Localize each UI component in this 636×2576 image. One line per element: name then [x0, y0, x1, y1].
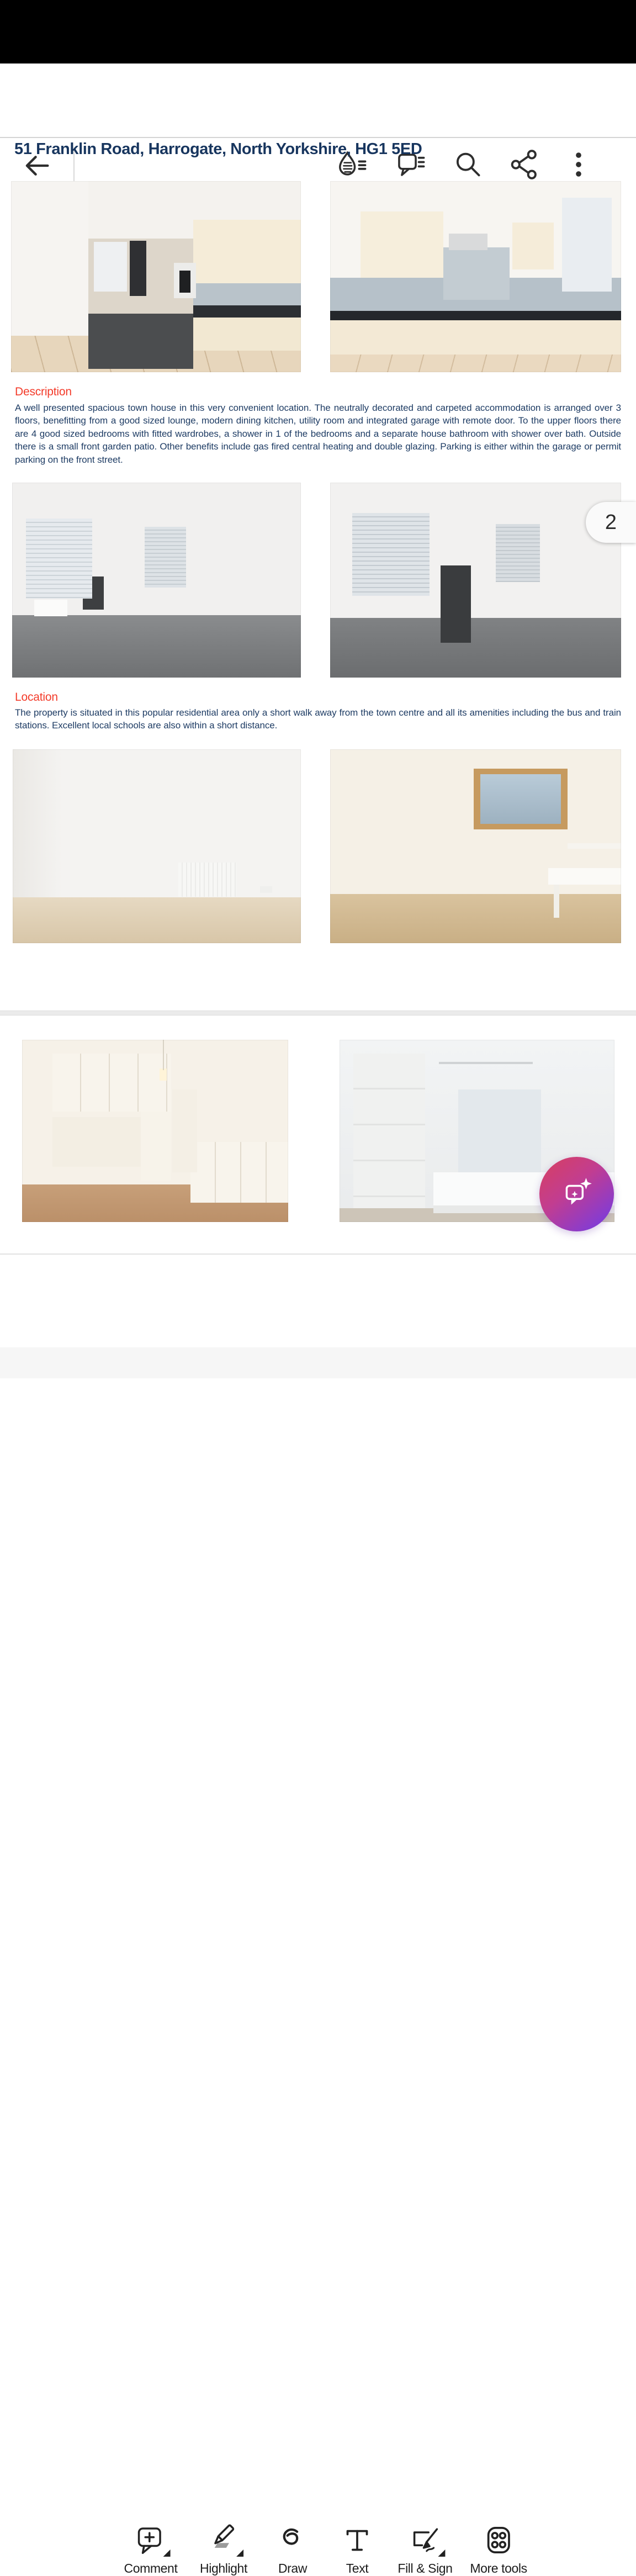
property-title: 51 Franklin Road, Harrogate, North Yorkshire, HG1 5ED — [14, 140, 422, 158]
page-number-indicator: 2 — [586, 502, 636, 543]
photo-kitchen-diner — [11, 181, 301, 372]
status-bar — [0, 0, 636, 64]
dropdown-indicator — [236, 2549, 243, 2557]
highlighter-icon — [208, 2525, 239, 2556]
photo-kitchen-corner — [330, 181, 621, 372]
page-break-separator — [0, 1011, 636, 1015]
text-tool-icon — [342, 2525, 373, 2556]
dropdown-indicator — [438, 2549, 445, 2557]
draw-squiggle-icon — [277, 2525, 308, 2556]
highlight-tool-button[interactable] — [200, 2525, 247, 2576]
location-heading: Location — [15, 691, 58, 703]
tool-label: Fill & Sign — [398, 2561, 453, 2575]
photo-reception-room-rear — [330, 483, 621, 678]
description-heading: Description — [15, 385, 72, 398]
dropdown-indicator — [163, 2549, 171, 2557]
fill-and-sign-tool-button[interactable] — [398, 2525, 452, 2576]
draw-tool-button[interactable] — [277, 2525, 308, 2576]
tool-label: Comment — [124, 2561, 178, 2575]
more-tools-grid-icon — [483, 2525, 514, 2556]
tool-label: Text — [346, 2561, 369, 2575]
description-text: A well presented spacious town house in this very convenient location. The neutrally decorated and carpeted accommodation is arranged over 3 floors, benefitting from a good sized lounge, modern dining kitchen, utility room and integrated garage with remote door. To the upper floors there are 4 good sized bedrooms with fitted wardrobes, a shower in 1 of the bedrooms and a separate house bathroom with shower over bath. Outside there is a small front garden patio. Other benefits include gas fired central heating and double glazing. Parking is either within the garage or permit parking on the front street. — [15, 403, 621, 465]
location-text: The property is situated in this popular residential area only a short walk away from the town centre and all its amenities including the bus and train stations. Excellent local schools are also within a short distance. — [15, 707, 621, 731]
comment-plus-icon — [135, 2525, 166, 2556]
photo-attic-room-skylight — [330, 749, 621, 943]
text-tool-button[interactable] — [342, 2525, 373, 2576]
top-toolbar — [0, 64, 636, 138]
tool-label: Highlight — [200, 2561, 247, 2575]
ai-assistant-fab[interactable] — [539, 1157, 614, 1231]
photo-bedroom-fitted-wardrobes — [22, 1040, 288, 1222]
fill-and-sign-icon — [410, 2525, 441, 2556]
gesture-navigation-area — [0, 1347, 636, 1378]
photo-reception-room-front — [12, 483, 301, 678]
ai-chat-sparkle-icon — [559, 1176, 595, 1213]
photo-bedroom-empty — [13, 749, 301, 943]
more-tools-button[interactable] — [470, 2525, 527, 2576]
comment-tool-button[interactable] — [124, 2525, 178, 2576]
bottom-toolbar — [0, 1253, 636, 2575]
tool-label: Draw — [278, 2561, 308, 2575]
tool-label: More tools — [470, 2561, 527, 2575]
